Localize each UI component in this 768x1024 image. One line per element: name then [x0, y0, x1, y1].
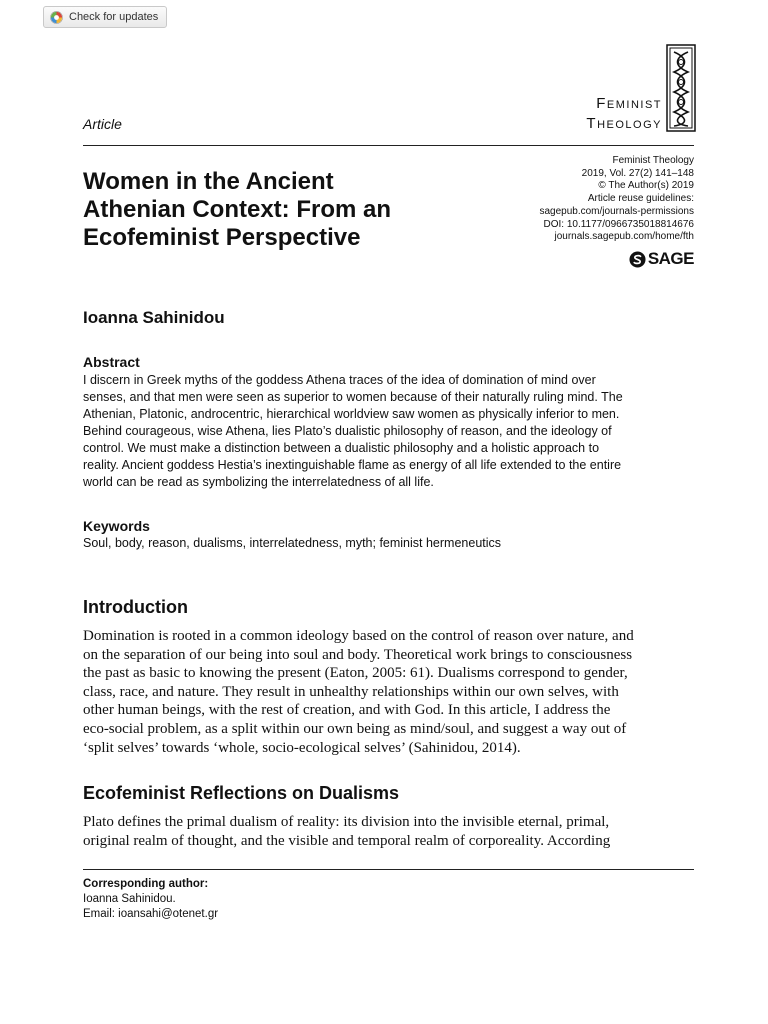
- abstract-line: reality. Ancient goddess Hestia’s inextinguishable flame as energy of all life extended to the entire: [83, 458, 622, 472]
- corresponding-author-email[interactable]: Email: ioansahi@otenet.gr: [83, 908, 219, 920]
- keywords-heading: Keywords: [83, 518, 150, 534]
- meta-permissions-link[interactable]: sagepub.com/journals-permissions: [539, 205, 694, 217]
- meta-doi[interactable]: DOI: 10.1177/0966735018814676: [543, 218, 694, 230]
- body-line: ‘split selves’ towards ‘whole, socio-ecological selves’ (Sahinidou, 2014).: [83, 739, 521, 756]
- article-type-label: Article: [83, 116, 122, 132]
- author-name: Ioanna Sahinidou: [83, 308, 225, 327]
- body-line: the past as basic to knowing the present (Eaton, 2005: 61). Dualisms correspond to gender,: [83, 665, 628, 682]
- corresponding-author-note: [83, 877, 218, 922]
- body-line: on the separation of our being into soul and body. Theoretical work brings to consciousness: [83, 646, 633, 663]
- article-title: [83, 168, 483, 252]
- meta-home-link[interactable]: journals.sagepub.com/home/fth: [554, 231, 694, 243]
- body-line: Plato defines the primal dualism of reality: its division into the invisible eternal, primal,: [83, 814, 610, 830]
- reflections-body: [83, 813, 694, 850]
- check-for-updates-button[interactable]: [43, 6, 167, 28]
- title-line: Women in the Ancient: [83, 168, 334, 195]
- meta-citation: 2019, Vol. 27(2) 141–148: [581, 167, 694, 179]
- header-divider: [83, 145, 694, 146]
- introduction-body: [83, 627, 694, 757]
- reflections-heading: Ecofeminist Reflections on Dualisms: [83, 783, 400, 803]
- abstract-body: [83, 372, 694, 491]
- body-line: Domination is rooted in a common ideology based on the control of reason over nature, and: [83, 628, 634, 644]
- introduction-heading: Introduction: [83, 597, 188, 617]
- sage-s-icon: [629, 251, 646, 268]
- check-for-updates-label: Check for updates: [69, 11, 159, 23]
- meta-reuse: Article reuse guidelines:: [587, 193, 694, 205]
- corresponding-author-name: Ioanna Sahinidou.: [83, 893, 176, 905]
- journal-logo-line-2: Theology: [586, 115, 662, 132]
- sage-logo: [629, 249, 694, 269]
- journal-logo-line-1: Feminist: [596, 95, 662, 112]
- meta-copyright: © The Author(s) 2019: [598, 180, 694, 192]
- abstract-heading: Abstract: [83, 354, 140, 370]
- title-line: Ecofeminist Perspective: [83, 224, 361, 251]
- sage-wordmark: SAGE: [647, 249, 694, 268]
- title-line: Athenian Context: From an: [83, 196, 392, 223]
- abstract-line: Behind courageous, wise Athena, lies Plato’s dualistic philosophy of reason, and the ideology of: [83, 424, 612, 438]
- abstract-line: senses, and that men were seen as superior to women because of their naturally ruling mind. The: [83, 390, 623, 404]
- body-line: class, race, and nature. They result in unhealthy relationships within our own selves, with: [83, 683, 619, 700]
- body-line: other human beings, with the rest of creation, and with God. In this article, I address the: [83, 702, 611, 719]
- abstract-line: I discern in Greek myths of the goddess Athena traces of the idea of domination of mind over: [83, 373, 596, 387]
- publication-meta: [539, 155, 694, 244]
- crossmark-icon: [50, 11, 63, 24]
- abstract-line: world can be read as symbolizing the interrelatedness of all life.: [83, 475, 434, 489]
- keywords-list: Soul, body, reason, dualisms, interrelatedness, myth; feminist hermeneutics: [83, 536, 502, 550]
- celtic-knot-icon: [666, 44, 696, 132]
- corresponding-author-heading: Corresponding author:: [83, 878, 209, 890]
- body-line: eco-social problem, as a split within our own being as mind/soul, and suggest a way out of: [83, 720, 627, 737]
- footer-divider: [83, 869, 694, 870]
- journal-logo: [552, 44, 696, 132]
- meta-journal: Feminist Theology: [612, 155, 694, 166]
- abstract-line: Athenian, Platonic, androcentric, hierarchical worldview saw women as physically inferior to men.: [83, 407, 620, 421]
- body-line: original realm of thought, and the visible and temporal realm of corporeality. According: [83, 832, 611, 849]
- abstract-line: control. We must make a distinction between a dualistic philosophy and a holistic approach to: [83, 441, 600, 455]
